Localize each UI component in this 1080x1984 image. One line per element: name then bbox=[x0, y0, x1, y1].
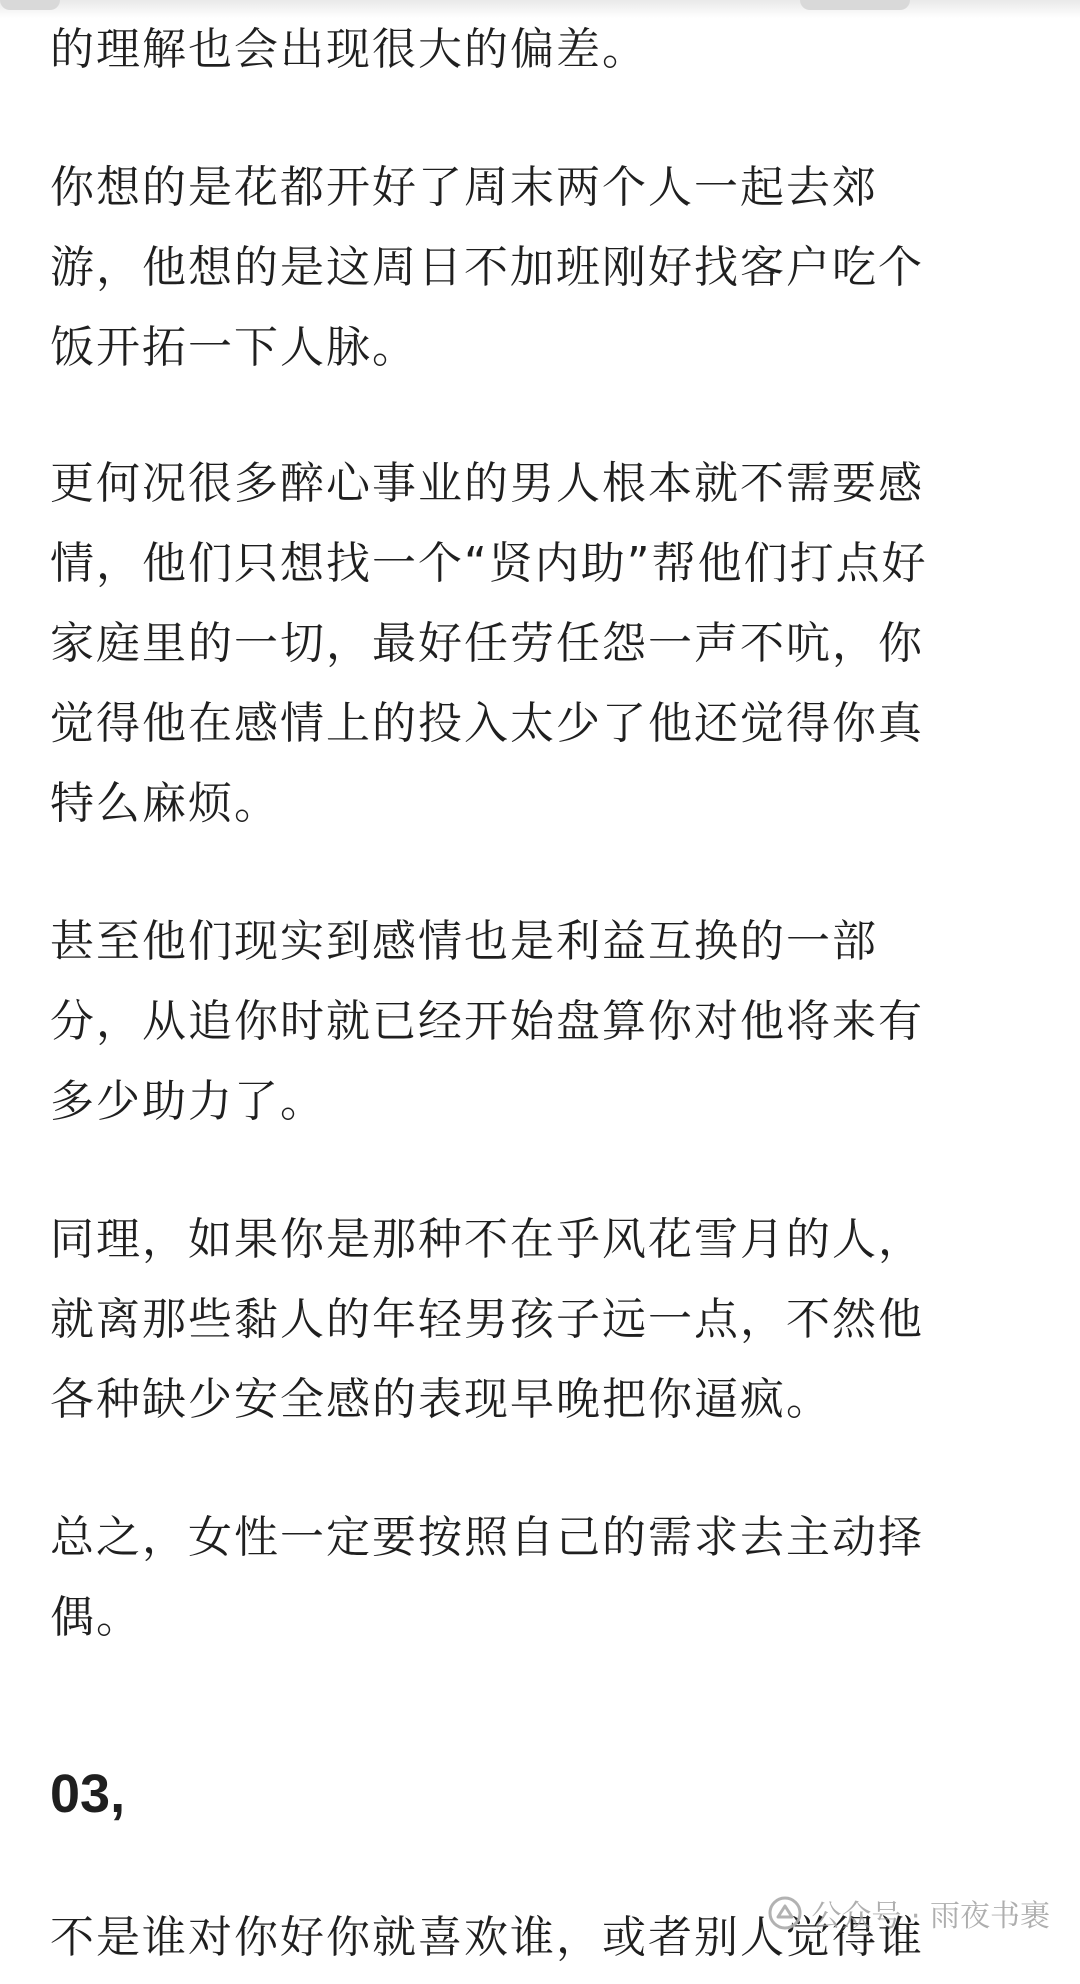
wechat-official-account-icon bbox=[767, 1895, 803, 1931]
paragraph-line: 觉得他在感情上的投入太少了他还觉得你真 bbox=[50, 698, 924, 749]
paragraph-line: 特么麻烦。 bbox=[50, 778, 280, 829]
paragraph-line: 情，他们只想找一个“贤内助”帮他们打点好 bbox=[50, 538, 928, 589]
paragraph-line: 的理解也会出现很大的偏差。 bbox=[50, 24, 648, 75]
paragraph-line: 更何况很多醉心事业的男人根本就不需要感 bbox=[50, 458, 924, 509]
watermark bbox=[767, 1883, 1050, 1943]
watermark-text: 公众号 · 雨夜书裹 bbox=[811, 1899, 1050, 1934]
paragraph-line: 家庭里的一切，最好任劳任怨一声不吭，你 bbox=[50, 618, 924, 669]
section-heading: 03, bbox=[50, 1764, 126, 1824]
paragraph-line: 就离那些黏人的年轻男孩子远一点，不然他 bbox=[50, 1294, 924, 1345]
paragraph-line: 偶。 bbox=[50, 1592, 142, 1643]
top-edge-fragment bbox=[0, 0, 60, 10]
top-edge-fragment bbox=[800, 0, 910, 10]
paragraph-line: 不是谁对你好你就喜欢谁，或者别人觉得谁 bbox=[50, 1912, 924, 1963]
paragraph-line: 多少助力了。 bbox=[50, 1076, 326, 1127]
paragraph-line: 总之，女性一定要按照自己的需求去主动择 bbox=[50, 1512, 924, 1563]
paragraph-line: 饭开拓一下人脉。 bbox=[50, 322, 418, 373]
paragraph-line: 同理，如果你是那种不在乎风花雪月的人， bbox=[50, 1214, 924, 1265]
paragraph-line: 甚至他们现实到感情也是利益互换的一部 bbox=[50, 916, 878, 967]
paragraph-line: 你想的是花都开好了周末两个人一起去郊 bbox=[50, 162, 878, 213]
paragraph-line: 各种缺少安全感的表现早晚把你逼疯。 bbox=[50, 1374, 832, 1425]
paragraph-line: 游，他想的是这周日不加班刚好找客户吃个 bbox=[50, 242, 924, 293]
paragraph-line: 分，从追你时就已经开始盘算你对他将来有 bbox=[50, 996, 924, 1047]
